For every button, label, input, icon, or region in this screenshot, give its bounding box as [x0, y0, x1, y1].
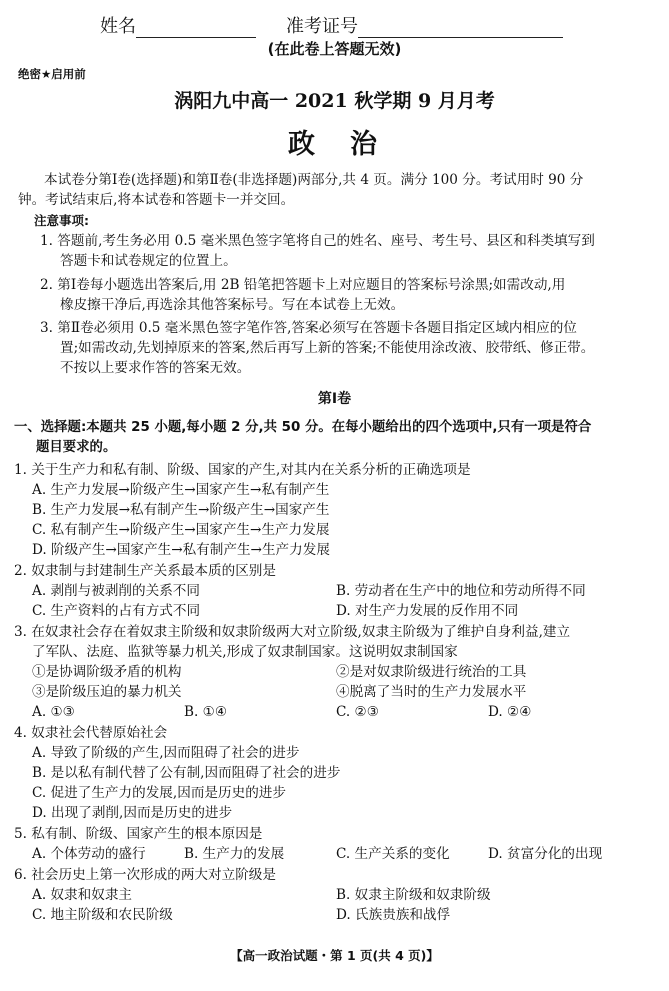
question-stem: 3. 在奴隶社会存在着奴隶主阶级和奴隶阶级两大对立阶级,奴隶主阶级为了维护自身利益,建立 — [14, 624, 571, 640]
option-a: A. 生产力发展→阶级产生→国家产生→私有制产生 — [32, 482, 330, 498]
section-title: 第Ⅰ卷 — [317, 391, 352, 407]
notice-item: 3. 第Ⅱ卷必须用 0.5 毫米黑色签字笔作答,答案必须写在答题卡各题目指定区域内相应的位 — [40, 320, 577, 336]
question-stem: 5. 私有制、阶级、国家产生的根本原因是 — [14, 826, 263, 842]
page-footer: 【高一政治试题・第 1 页(共 4 页)】 — [230, 948, 439, 963]
option-c: C. 私有制产生→阶级产生→国家产生→生产力发展 — [32, 522, 330, 538]
subject-title: 政 治 — [288, 129, 381, 160]
intro-line: 钟。考试结束后,将本试卷和答题卡一并交回。 — [18, 192, 295, 208]
option-a: A. 剥削与被剥削的关系不同 — [32, 583, 200, 599]
option-c: C. 促进了生产力的发展,因而是历史的进步 — [32, 785, 286, 801]
option-a: A. 个体劳动的盛行 — [32, 846, 146, 862]
option-d: D. 对生产力发展的反作用不同 — [336, 603, 519, 619]
option-d: D. ②④ — [488, 704, 532, 720]
question-stem: 2. 奴隶制与封建制生产关系最本质的区别是 — [14, 563, 276, 579]
statement-3: ③是阶级压迫的暴力机关 — [32, 684, 182, 700]
notice-item: 橡皮擦干净后,再选涂其他答案标号。写在本试卷上无效。 — [60, 297, 405, 313]
option-b: B. 是以私有制代替了公有制,因而阻碍了社会的进步 — [32, 765, 341, 781]
question-stem: 4. 奴隶社会代替原始社会 — [14, 725, 168, 741]
question-stem: 6. 社会历史上第一次形成的两大对立阶级是 — [14, 867, 276, 883]
statement-4: ④脱离了当时的生产力发展水平 — [336, 684, 527, 700]
statement-1: ①是协调阶级矛盾的机构 — [32, 664, 182, 680]
notice-item: 答题卡和试卷规定的位置上。 — [60, 253, 237, 269]
exam-no-label: 准考证号 — [286, 16, 358, 37]
notice-item: 2. 第Ⅰ卷每小题选出答案后,用 2B 铅笔把答题卡上对应题目的答案标号涂黑;如需改动,用 — [40, 277, 566, 293]
option-b: B. 劳动者在生产中的地位和劳动所得不同 — [336, 583, 586, 599]
option-a: A. 奴隶和奴隶主 — [32, 887, 133, 903]
name-blank — [136, 18, 256, 38]
name-field-row — [100, 12, 256, 38]
option-d: D. 阶级产生→国家产生→私有制产生→生产力发展 — [32, 542, 330, 558]
option-d: D. 氏族贵族和战俘 — [336, 907, 451, 923]
question-stem: 了军队、法庭、监狱等暴力机关,形成了奴隶制国家。这说明奴隶制国家 — [32, 644, 458, 660]
statement-2: ②是对奴隶阶级进行统治的工具 — [336, 664, 527, 680]
option-c: C. 生产资料的占有方式不同 — [32, 603, 201, 619]
option-c: C. ②③ — [336, 704, 379, 720]
question-stem: 1. 关于生产力和私有制、阶级、国家的产生,对其内在关系分析的正确选项是 — [14, 462, 471, 478]
option-d: D. 贫富分化的出现 — [488, 846, 603, 862]
section-instruction: 题目要求的。 — [36, 440, 117, 455]
notice-item: 不按以上要求作答的答案无效。 — [60, 360, 251, 376]
option-b: B. 奴隶主阶级和奴隶阶级 — [336, 887, 491, 903]
invalid-note: (在此卷上答题无效) — [267, 40, 402, 58]
notice-title: 注意事项: — [34, 213, 89, 228]
confidential-mark: 绝密★启用前 — [18, 67, 86, 81]
option-b: B. 生产力的发展 — [184, 846, 285, 862]
exam-no-field-row — [286, 12, 563, 38]
exam-title: 涡阳九中高一 2021 秋学期 9 月月考 — [174, 90, 495, 112]
option-a: A. 导致了阶级的产生,因而阻碍了社会的进步 — [32, 745, 300, 761]
option-d: D. 出现了剥削,因而是历史的进步 — [32, 805, 233, 821]
option-c: C. 生产关系的变化 — [336, 846, 450, 862]
option-b: B. 生产力发展→私有制产生→阶级产生→国家产生 — [32, 502, 330, 518]
intro-line: 本试卷分第Ⅰ卷(选择题)和第Ⅱ卷(非选择题)两部分,共 4 页。满分 100 分。考试用时 90 分 — [44, 172, 584, 188]
option-c: C. 地主阶级和农民阶级 — [32, 907, 173, 923]
option-a: A. ①③ — [32, 704, 75, 720]
section-instruction: 一、选择题:本题共 25 小题,每小题 2 分,共 50 分。在每小题给出的四个选项中,只有一项是符合 — [14, 420, 592, 435]
name-label: 姓名 — [100, 16, 136, 37]
notice-item: 置;如需改动,先划掉原来的答案,然后再写上新的答案;不能使用涂改液、胶带纸、修正带。 — [60, 340, 595, 356]
option-b: B. ①④ — [184, 704, 228, 720]
notice-item: 1. 答题前,考生务必用 0.5 毫米黑色签字笔将自己的姓名、座号、考生号、县区和科类填写到 — [40, 233, 595, 249]
exam-no-blank — [358, 18, 563, 38]
